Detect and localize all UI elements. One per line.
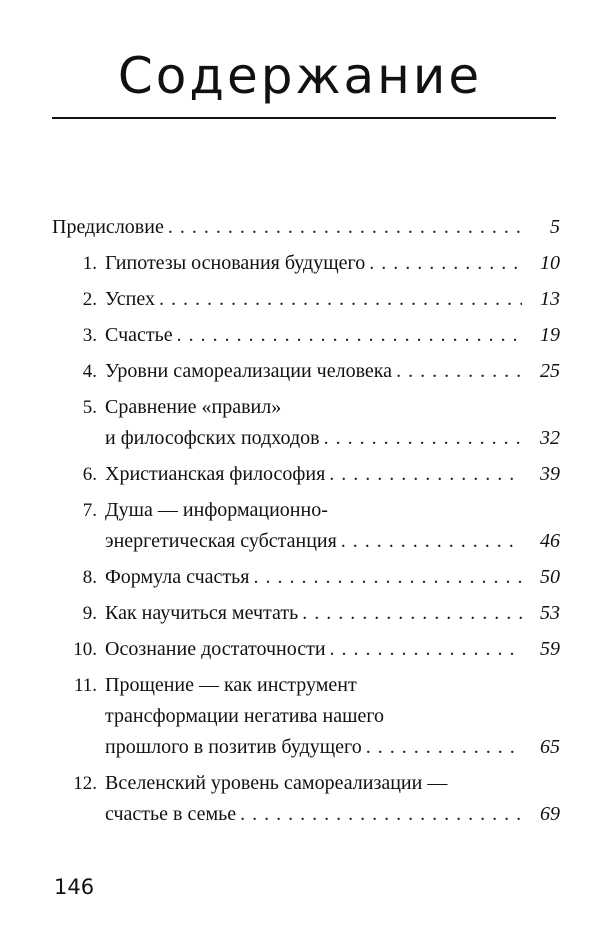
title-divider	[52, 117, 556, 119]
toc-entry	[52, 634, 560, 665]
toc-entry-title-line: энергетическая субстанция	[105, 530, 337, 552]
toc-entry-title-line: Сравнение «правил»	[105, 396, 282, 418]
toc-entry	[52, 392, 560, 454]
toc-entry-page: 32	[540, 427, 560, 449]
toc-entry-body	[105, 392, 560, 454]
toc-entry-title-line: Вселенский уровень самореализации —	[105, 772, 448, 794]
toc-entry-body	[105, 768, 560, 830]
dot-leader	[159, 284, 522, 315]
dot-leader	[366, 732, 522, 763]
toc-entry-body	[52, 212, 560, 243]
toc-entry-body	[105, 670, 560, 763]
toc-entry-page: 19	[540, 324, 560, 346]
toc-entry-page: 65	[540, 736, 560, 758]
toc-entry-page: 25	[540, 360, 560, 382]
toc-entry-last-line	[105, 284, 560, 315]
toc-entry-body	[105, 495, 560, 557]
toc-entry-last-line	[105, 356, 560, 387]
toc-entry-page: 39	[540, 463, 560, 485]
dot-leader	[330, 634, 522, 665]
dot-leader	[369, 248, 522, 279]
toc-entry-body	[105, 320, 560, 351]
toc-entry-page: 53	[540, 602, 560, 624]
toc-entry-title-line: Осознание достаточности	[105, 638, 326, 660]
toc-entry	[52, 356, 560, 387]
toc-entry-number: 2.	[82, 289, 97, 310]
toc-entry	[52, 284, 560, 315]
toc-entry-title-line: Успех	[105, 288, 155, 310]
dot-leader	[396, 356, 522, 387]
toc-entry-number: 11.	[73, 675, 97, 696]
toc-entry-last-line	[52, 212, 560, 243]
toc-entry-last-line	[105, 634, 560, 665]
page-title: Содержание	[117, 47, 483, 105]
toc-entry	[52, 562, 560, 593]
toc-entry-body	[105, 459, 560, 490]
toc-entry-page: 69	[540, 803, 560, 825]
toc-entry-number: 1.	[82, 253, 97, 274]
toc-entry-title-line: Христианская философия	[105, 463, 326, 485]
toc-entry-last-line	[105, 598, 560, 629]
toc-entry-number: 6.	[82, 464, 97, 485]
toc-entry-title-line: счастье в семье	[105, 803, 237, 825]
toc-entry-number: 12.	[73, 773, 97, 794]
toc-entry-number: 4.	[82, 361, 97, 382]
toc-entry-title-line: Прощение — как инструмент	[105, 674, 357, 696]
toc-entry-page: 5	[550, 216, 560, 238]
toc-entry-number: 3.	[82, 325, 97, 346]
dot-leader	[168, 212, 522, 243]
toc-entry-number: 5.	[82, 397, 97, 418]
toc-entry-title-line: Гипотезы основания будущего	[105, 252, 366, 274]
toc-entry-title-line: трансформации негатива нашего	[105, 705, 385, 727]
dot-leader	[324, 423, 522, 454]
toc-entry-last-line	[105, 248, 560, 279]
toc-entry-title-line: Уровни самореализации человека	[105, 360, 393, 382]
toc-entry-title-line: и философских подходов	[105, 427, 320, 449]
toc-entry-last-line	[105, 526, 560, 557]
dot-leader	[253, 562, 522, 593]
toc-entry-number: 9.	[82, 603, 97, 624]
toc-entry-page: 10	[540, 252, 560, 274]
toc-entry	[52, 598, 560, 629]
toc-entry-body	[105, 562, 560, 593]
toc-entry-number: 8.	[82, 567, 97, 588]
toc-entry-body	[105, 284, 560, 315]
dot-leader	[329, 459, 522, 490]
toc-entry-page: 59	[540, 638, 560, 660]
page-number: 146	[54, 875, 95, 899]
toc-entry-title-line: Душа — информационно-	[105, 499, 328, 521]
toc-entry-last-line	[105, 459, 560, 490]
toc-entry-page: 13	[540, 288, 560, 310]
toc-entry-body	[105, 598, 560, 629]
dot-leader	[302, 598, 522, 629]
table-of-contents	[52, 212, 560, 830]
toc-entry-page: 50	[540, 566, 560, 588]
toc-entry	[52, 248, 560, 279]
toc-entry-title-line: Предисловие	[52, 216, 164, 238]
toc-entry-body	[105, 248, 560, 279]
toc-entry	[52, 495, 560, 557]
dot-leader	[177, 320, 522, 351]
toc-entry	[52, 459, 560, 490]
toc-entry-number: 7.	[82, 500, 97, 521]
toc-entry-last-line	[105, 320, 560, 351]
toc-entry	[52, 670, 560, 763]
toc-entry-number: 10.	[73, 639, 97, 660]
toc-entry-last-line	[105, 732, 560, 763]
toc-entry-body	[105, 634, 560, 665]
toc-entry-title-line: прошлого в позитив будущего	[105, 736, 362, 758]
toc-entry	[52, 212, 560, 243]
toc-entry-title-line: Формула счастья	[105, 566, 250, 588]
toc-entry-body	[105, 356, 560, 387]
toc-entry-last-line	[105, 423, 560, 454]
dot-leader	[341, 526, 522, 557]
dot-leader	[240, 799, 522, 830]
toc-entry-title-line: Счастье	[105, 324, 173, 346]
toc-entry-last-line	[105, 562, 560, 593]
toc-entry	[52, 768, 560, 830]
toc-entry-title-line: Как научиться мечтать	[105, 602, 299, 624]
toc-entry	[52, 320, 560, 351]
toc-entry-last-line	[105, 799, 560, 830]
toc-entry-page: 46	[540, 530, 560, 552]
